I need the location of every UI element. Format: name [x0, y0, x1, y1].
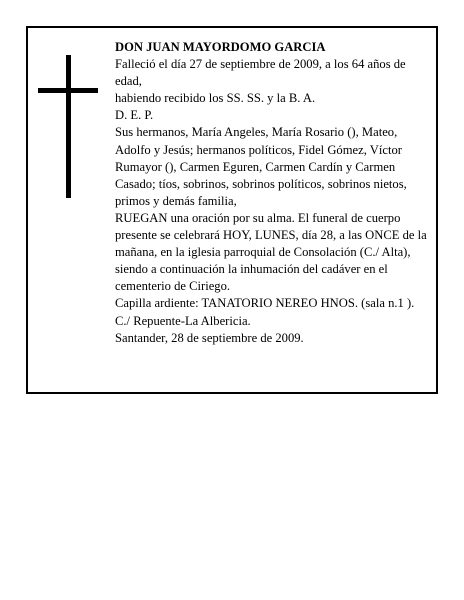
cross-horizontal-bar: [38, 88, 98, 93]
family-list: Sus hermanos, María Angeles, María Rosario (), Mateo, Adolfo y Jesús; hermanos políticos, Fidel Gómez, Víctor Rumayor (), Carmen Eguren, Carmen Cardín y Carmen Casado; tíos, sobrinos, sobrinos políticos, sobrinos nietos, primos y demás familia,: [115, 125, 407, 208]
wake-location: Capilla ardiente: TANATORIO NEREO HNOS. (sala n.1 ). C./ Repuente-La Albericia.: [115, 296, 415, 328]
place-date: Santander, 28 de septiembre de 2009.: [115, 330, 304, 345]
deceased-name: DON JUAN MAYORDOMO GARCIA: [115, 40, 326, 54]
sacraments-line: habiendo recibido los SS. SS. y la B. A.: [115, 91, 316, 106]
rest-in-peace: D. E. P.: [115, 108, 154, 123]
death-announcement: Falleció el día 27 de septiembre de 2009, a los 64 años de edad,: [115, 57, 406, 89]
obituary-notice: [26, 26, 438, 394]
latin-cross-icon: [38, 55, 98, 198]
funeral-details: RUEGAN una oración por su alma. El funeral de cuerpo presente se celebrará HOY, LUNES, día 28, a las ONCE de la mañana, en la iglesia parroquial de Consolación (C./ Alta), siendo a continuación la inhumación del cadáver en el cementerio de Ciriego.: [115, 210, 427, 294]
cross-vertical-bar: [66, 55, 71, 198]
notice-body: [115, 39, 427, 347]
